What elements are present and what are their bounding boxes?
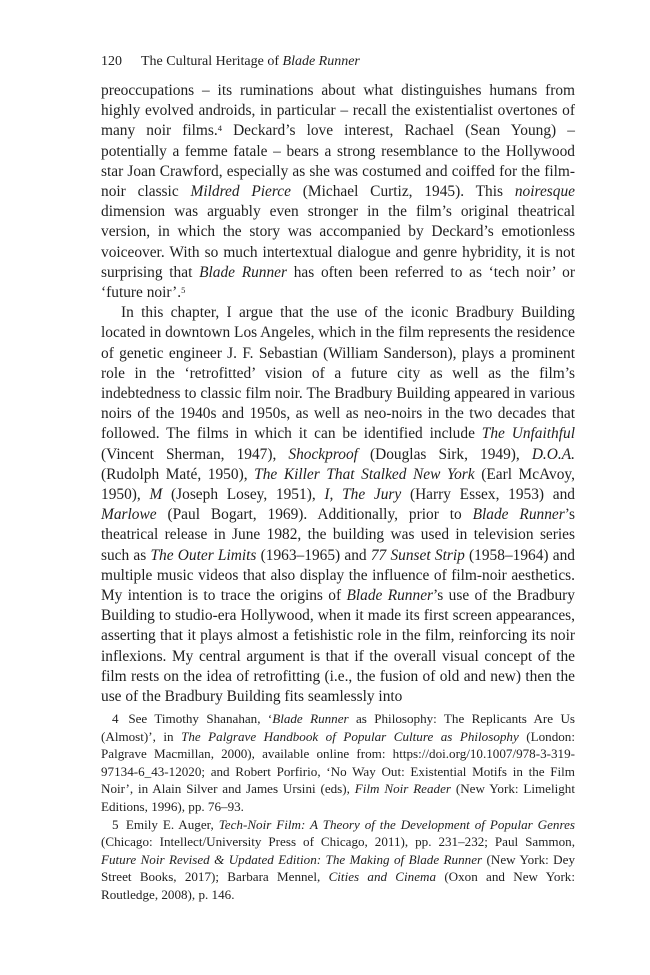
footnote-ref-5[interactable]: 5 (181, 284, 186, 295)
body-text (101, 81, 575, 707)
page-number: 120 (101, 54, 122, 69)
footnote-number-5: 5 (112, 816, 119, 832)
paragraph-1: preoccupations – its ruminations about what distinguishes humans from highly evolved androids, in particular – recall the existentialist overtones of many noir films.$^4$ Deckard’s love interest, Rachael (Sean Young) – potentially a femme fatale – bears a strong resemblance to the Hollywood star Joan Crawford, especially as she was costumed and coiffed for the film-noir classic Mildred Pierce (Michael Curtiz, 1945). This noiresque dimension was arguably even stronger in the film’s original theatrical version, in which the story was accompanied by Deckard’s emotionless voiceover. With so much intertextual dialogue and genre hybridity, it is not surprising that Blade Runner has often been referred to as ‘tech noir’ or ‘future noir’.$^5$ (101, 82, 575, 302)
running-title: The Cultural Heritage of Blade Runner (141, 54, 360, 69)
footnote-4-doi-text: (London: Palgrave Macmillan, 2000), available online from: https://doi.org/10.1007/978-3-319-97134-6_43-12020; and Robert Porfirio, ‘No Way Out: Existential Motifs in the Film Noir’, in Alain Silver and James Ursini (eds), (101, 728, 575, 797)
footnotes (101, 710, 575, 904)
page-content (101, 52, 575, 707)
footnote-4: 4 See Timothy Shanahan, ‘Blade Runner as Philosophy: The Replicants Are Us (Almost)’, in The Palgrave Handbook of Popular Culture as Philosophy (London: Palgrave Macmillan, 2000), available online from: https://doi.org/10.1007/978-3-319-97134-6_43-12020; and Robert Porfirio, ‘No Way Out: Existential Motifs in the Film Noir’, in Alain Silver and James Ursini (eds), Film Noir Reader (New York: Limelight Editions, 1996), pp. 76–93. (101, 711, 575, 814)
footnote-number-4: 4 (112, 711, 119, 726)
running-title-italic: Blade Runner (282, 54, 360, 69)
running-header (101, 52, 575, 72)
paragraph-2: In this chapter, I argue that the use of the iconic Bradbury Building located in downtown Los Angeles, which in the film represents the residence of genetic engineer J. F. Sebastian (William Sanderson), plays a prominent role in the ‘retrofitted’ vision of a future city as well as the film’s indebtedness to classic film noir. The Bradbury Building appeared in various noirs of the 1940s and 1950s, as well as neo-noirs in the two decades that followed. The films in which it can be identified include The Unfaithful (Vincent Sherman, 1947), Shockproof (Douglas Sirk, 1949), D.O.A. (Rudolph Maté, 1950), The Killer That Stalked New York (Earl McAvoy, 1950), M (Joseph Losey, 1951), I, The Jury (Harry Essex, 1953) and Marlowe (Paul Bogart, 1969). Additionally, prior to Blade Runner’s theatrical release in June 1982, the building was used in television series such as The Outer Limits (1963–1965) and 77 Sunset Strip (1958–1964) and multiple music videos that also display the influence of film-noir aesthetics. My intention is to trace the origins of Blade Runner’s use of the Bradbury Building to studio-era Hollywood, when it made its first screen appearances, asserting that it plays almost a fetishistic role in the film, reinforcing its noir inflexions. My central argument is that if the overall visual concept of the film rests on the idea of retrofitting (i.e., the fusion of old and new) then the use of the Bradbury Building fits seamlessly into (101, 304, 575, 706)
footnote-ref-4[interactable]: 4 (217, 123, 222, 134)
footnote-5: 5 Emily E. Auger, Tech-Noir Film: A Theory of the Development of Popular Genres (Chicago: Intellect/University Press of Chicago, 2011), pp. 231–232; Paul Sammon, Future Noir Revised & Updated Edition: The Making of Blade Runner (New York: Dey Street Books, 2017); Barbara Mennel, Cities and Cinema (Oxon and New York: Routledge, 2008), p. 146. (101, 816, 575, 902)
